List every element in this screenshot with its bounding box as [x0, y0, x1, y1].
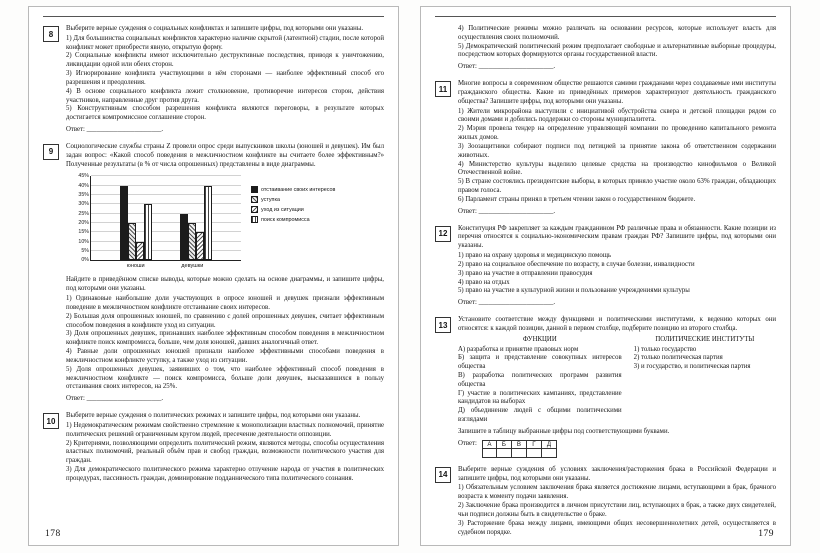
- answer-table-empty-row: [482, 449, 557, 458]
- chart-plot: [78, 173, 241, 264]
- page-number-right: 179: [758, 529, 774, 539]
- chart-legend: [251, 176, 363, 269]
- legend-item: [251, 186, 363, 193]
- answer-table-empty-cell: [527, 449, 542, 458]
- answer-table: [482, 440, 557, 458]
- chart-gridline: [91, 241, 241, 242]
- chart-gridline: [91, 213, 241, 214]
- page-right: [420, 6, 791, 546]
- question-14-intro: Выберите верные суждения об условиях заключения/расторжения брака в Российской Федерации и запишите цифры, под которыми они указаны.: [458, 465, 776, 482]
- chart-ytick-label: 5%: [81, 248, 89, 255]
- question-option: 1) право на охрану здоровья и медицинскую помощь: [458, 252, 612, 260]
- function-item: Б) защита и представление совокупных интересов общества: [458, 354, 622, 371]
- institution-item: 1) только государство: [633, 345, 697, 353]
- chart-ytick-label: 35%: [78, 192, 89, 199]
- question-9-answer-line: Ответ: ______________________.: [66, 395, 164, 403]
- chart-x-label: девушки: [181, 263, 204, 270]
- question-option: 4) Министерство культуры выделило целевые средства на производство кинофильмов о Великой Отечественной войне.: [458, 160, 776, 177]
- legend-swatch: [251, 206, 258, 213]
- answer-table-empty-cell: [512, 449, 527, 458]
- chart-bar: [188, 223, 196, 260]
- function-item: Г) участие в политических кампаниях, представление кандидатов на выборах: [458, 389, 622, 406]
- question-option: 5) Конструктивным способом разрешения конфликта являются переговоры, в результате которых достигается компромиссное соглашение сторон.: [66, 105, 384, 122]
- question-option: 3) Доля опрошенных девушек, признавших наиболее эффективным способом поведения в межличностном конфликте поиск компромисса, больше, чем доля юношей, давших аналогичный ответ.: [66, 330, 384, 347]
- question-12-answer-line: Ответ: ______________________.: [458, 299, 556, 307]
- function-item: Д) объединение людей с общими политическими взглядами: [458, 407, 622, 424]
- question-10-options-continued: [458, 25, 776, 60]
- question-10-continuation: [435, 25, 776, 72]
- question-option: 2) Социальные конфликты имеют исключительно деструктивные последствия, приводя к уничтожению, ликвидации одной или обеих сторон.: [66, 52, 384, 69]
- chart-ytick-label: 45%: [78, 173, 89, 180]
- chart-x-labels: [90, 261, 240, 269]
- question-8: [43, 25, 384, 135]
- legend-item: [251, 196, 363, 203]
- chart-plot-area: [78, 173, 241, 270]
- chart-bar: [180, 214, 188, 261]
- chart-ytick-label: 20%: [78, 220, 89, 227]
- question-option: 3) Игнорирование конфликта участвующими в нём сторонами — наиболее эффективный способ его разрешения и преодоления.: [66, 70, 384, 86]
- chart-gridline: [91, 222, 241, 223]
- question-option: 4) В основе социального конфликта лежит столкновение, противоречие интересов сторон, действия участников, направленные друг против друга.: [66, 87, 384, 104]
- question-8-number-box: 8: [43, 26, 59, 42]
- question-option: 2) Заключение брака производится в личном присутствии лиц, вступающих в брак, а также двух свидетелей, чьи подписи должны быть в свидетельстве о браке.: [458, 502, 776, 518]
- legend-item: [251, 216, 363, 223]
- question-11-intro: Многие вопросы в современном обществе решаются самими гражданами через создаваемые ими институты гражданского общества. Какие из приведённых примеров характеризуют деятельность гражданского общества? Запишите цифры, под которыми они указаны.: [458, 80, 776, 105]
- functions-column: [458, 336, 622, 425]
- question-option: 4) Равные доли опрошенных юношей признали наиболее эффективными способами поведения в межличностном конфликте уступку, а также уход из ситуации.: [66, 348, 384, 364]
- chart-ytick-label: 10%: [78, 238, 89, 245]
- question-option: 3) Для демократического политического режима характерно отлучение народа от участия в политических процедурах, пассивность граждан, доминирование подданнического типа политического сознания.: [66, 465, 384, 482]
- question-number-spacer: [435, 26, 451, 42]
- question-13-note: Запишите в таблицу выбранные цифры под соответствующими буквами.: [458, 427, 670, 435]
- chart-x-label: юноши: [126, 263, 145, 270]
- bar-chart: [70, 173, 384, 270]
- chart-ytick-label: 0%: [81, 257, 89, 264]
- question-option: 1) Одинаковые наибольшие доли участвующих в опросе юношей и девушек признали эффективным поведение в межличностном конфликте отстаивание своих интересов.: [66, 295, 384, 311]
- question-option: 5) Доля опрошенных девушек, заявивших о том, что наиболее эффективный способ поведения в межличностном конфликте — поиск компромисса, больше доли девушек, высказавшихся в пользу отстаивания своих интересов, на 25%.: [66, 365, 384, 391]
- question-option: 1) Недемократическим режимам свойственно стремление к монополизации властных полномочий, принятие политических решений ограниченным кругом людей, пресечение деятельности оппозиции.: [66, 421, 384, 438]
- question-10-answer-line: Ответ: ______________________.: [458, 63, 556, 71]
- page-header-rule: [435, 16, 776, 17]
- answer-table-empty-cell: [542, 449, 557, 458]
- chart-ytick-label: 25%: [78, 210, 89, 217]
- chart-bar-group: [120, 176, 152, 260]
- answer-table-letter-cell: Б: [497, 440, 512, 449]
- question-14-options: [458, 484, 776, 537]
- question-11-answer-line: Ответ: ______________________.: [458, 207, 556, 215]
- legend-label: отстаивание своих интересов: [261, 186, 336, 193]
- chart-bar: [136, 242, 144, 261]
- question-9-options: [66, 295, 384, 392]
- question-9: [43, 143, 384, 404]
- question-option: 2) Критериями, позволяющими определить политический режим, являются методы, способы осуществления властных полномочий, реальный объём прав и свобод граждан, возможности политического участия для граждан.: [66, 439, 384, 465]
- question-14: [435, 466, 776, 538]
- chart-gridline: [91, 194, 241, 195]
- legend-label: уступка: [261, 196, 280, 203]
- question-12-options: [458, 252, 776, 296]
- answer-table-letter-cell: А: [482, 440, 497, 449]
- chart-gridline: [91, 203, 241, 204]
- question-10-options: [66, 422, 384, 484]
- question-11-number-box: 11: [435, 81, 451, 97]
- question-option: 2) право на социальное обеспечение по возрасту, в случае болезни, инвалидности: [458, 260, 695, 268]
- legend-swatch: [251, 186, 258, 193]
- question-option: 3) Зоозащитники собирают подписи под петицией за принятие закона об ответственном содержании животных.: [458, 142, 776, 159]
- question-14-number-box: 14: [435, 467, 451, 483]
- functions-header: ФУНКЦИИ: [522, 335, 557, 343]
- chart-bar-group: [180, 176, 212, 260]
- chart-gridline: [91, 250, 241, 251]
- question-option: 1) Обязательным условием заключения брака является достижение лицами, вступающими в брак, брачного возраста к моменту подачи заявления.: [458, 484, 776, 501]
- question-8-intro: Выберите верные суждения о социальных конфликтах и запишите цифры, под которыми они указаны.: [66, 25, 364, 32]
- legend-swatch: [251, 196, 258, 203]
- function-item: А) разработка и принятие правовых норм: [458, 345, 579, 353]
- legend-swatch: [251, 216, 258, 223]
- question-11-options: [458, 108, 776, 205]
- question-10: [43, 412, 384, 484]
- legend-label: уход из ситуации: [261, 206, 304, 213]
- question-10-intro: Выберите верные суждения о политических режимах и запишите цифры, под которыми они указаны.: [66, 412, 361, 420]
- question-9-number-box: 9: [43, 144, 59, 160]
- legend-label: поиск компромисса: [261, 216, 310, 223]
- question-12-number-box: 12: [435, 226, 451, 242]
- question-option: 6) Парламент страны принял в третьем чтении закон о государственном бюджете.: [458, 195, 696, 203]
- institutions-header: ПОЛИТИЧЕСКИЕ ИНСТИТУТЫ: [655, 335, 755, 343]
- question-8-options: [66, 35, 384, 123]
- chart-bar: [128, 223, 136, 260]
- functions-list: [458, 346, 622, 425]
- question-9-task: Найдите в приведённом списке выводы, которые можно сделать на основе диаграммы, и запишите цифры, под которыми они указаны.: [66, 276, 384, 293]
- page-number-left: 178: [45, 529, 61, 539]
- page-header-rule: [43, 16, 384, 17]
- matching-columns: [458, 336, 776, 425]
- chart-bar: [204, 186, 212, 261]
- chart-gridline: [91, 175, 241, 176]
- chart-ytick-label: 40%: [78, 182, 89, 189]
- chart-gridline: [91, 231, 241, 232]
- chart-bar: [120, 186, 128, 261]
- question-option: 2) Мэрия провела тендер на определение управляющей компании по проведению капитального ремонта жилых домов.: [458, 125, 776, 142]
- question-8-answer-line: Ответ: ______________________.: [66, 126, 164, 134]
- question-option: 3) Расторжение брака между лицами, имеющими общих несовершеннолетних детей, осуществляется в судебном порядке.: [458, 519, 776, 536]
- question-9-intro: Социологические службы страны Z провели опрос среди выпускников школы (юношей и девушек). Им был задан вопрос: «Какой способ поведения в межличностном конфликте вы считаете более эффективным?» Полученные результаты (в % от числа опрошенных) представлены в виде диаграммы.: [66, 142, 384, 168]
- chart-bar: [196, 232, 204, 260]
- answer-table-letter-row: [482, 440, 557, 449]
- question-option: 1) Жители микрорайона выступили с инициативой обустройства сквера и детской площадки рядом со своими домами и добились поддержки со стороны муниципалитета.: [458, 107, 776, 124]
- question-12: [435, 225, 776, 308]
- chart-bar: [144, 204, 152, 260]
- question-13-number-box: 13: [435, 317, 451, 333]
- question-option: 4) Политические режимы можно различать на основании ресурсов, которые использует власть для осуществления своих полномочий.: [458, 25, 776, 41]
- chart-ytick-label: 15%: [78, 229, 89, 236]
- question-option: 3) право на участие в отправлении правосудия: [458, 269, 593, 277]
- institution-item: 2) только политическая партия: [633, 354, 723, 362]
- question-option: 1) Для большинства социальных конфликтов характерно наличие скрытой (латентной) стадии, после которой конфликт может приобрести явную, открытую форму.: [66, 34, 384, 51]
- question-10-number-box: 10: [43, 413, 59, 429]
- institutions-column: [634, 336, 776, 425]
- answer-table-letter-cell: Г: [527, 440, 542, 449]
- answer-table-letter-cell: Д: [542, 440, 557, 449]
- institution-item: 3) и государство, и политическая партия: [633, 363, 751, 371]
- question-13: [435, 316, 776, 458]
- question-11: [435, 80, 776, 216]
- question-option: 5) право на участие в культурной жизни и пользование учреждениями культуры: [458, 287, 690, 295]
- institutions-list: [634, 346, 776, 372]
- function-item: В) разработка политических программ развития общества: [458, 371, 622, 388]
- chart-gridline: [91, 185, 241, 186]
- question-option: 2) Большая доля опрошенных юношей, по сравнению с долей опрошенных девушек, считает эффективным способом поведения в конфликте уход из ситуации.: [66, 312, 384, 329]
- question-option: 5) Демократический политический режим предполагает свободные и альтернативные выборные процедуры, посредством которых формируются органы государственной власти.: [458, 42, 776, 59]
- question-option: 5) В стране состоялись президентские выборы, в которых приняло участие около 63% граждан, обладающих правом голоса.: [458, 178, 776, 195]
- question-13-intro: Установите соответствие между функциями и политическими институтами, к ведению которых они относятся: к каждой позиции, данной в первом столбце, подберите позицию из второго столбца.: [458, 316, 776, 332]
- question-13-answer-row: [458, 440, 776, 458]
- answer-table-letter-cell: В: [512, 440, 527, 449]
- legend-item: [251, 206, 363, 213]
- answer-label: Ответ:: [458, 439, 477, 447]
- chart-ytick-label: 30%: [78, 201, 89, 208]
- question-option: 4) право на отдых: [458, 278, 510, 286]
- answer-table-empty-cell: [497, 449, 512, 458]
- answer-table-empty-cell: [482, 449, 497, 458]
- page-left: [28, 6, 399, 546]
- question-12-intro: Конституция РФ закрепляет за каждым гражданином РФ различные права и обязанности. Какие позиции из перечня относятся к социально-экономическим правам граждан РФ? Запишите цифры, под которыми они указаны.: [458, 224, 776, 250]
